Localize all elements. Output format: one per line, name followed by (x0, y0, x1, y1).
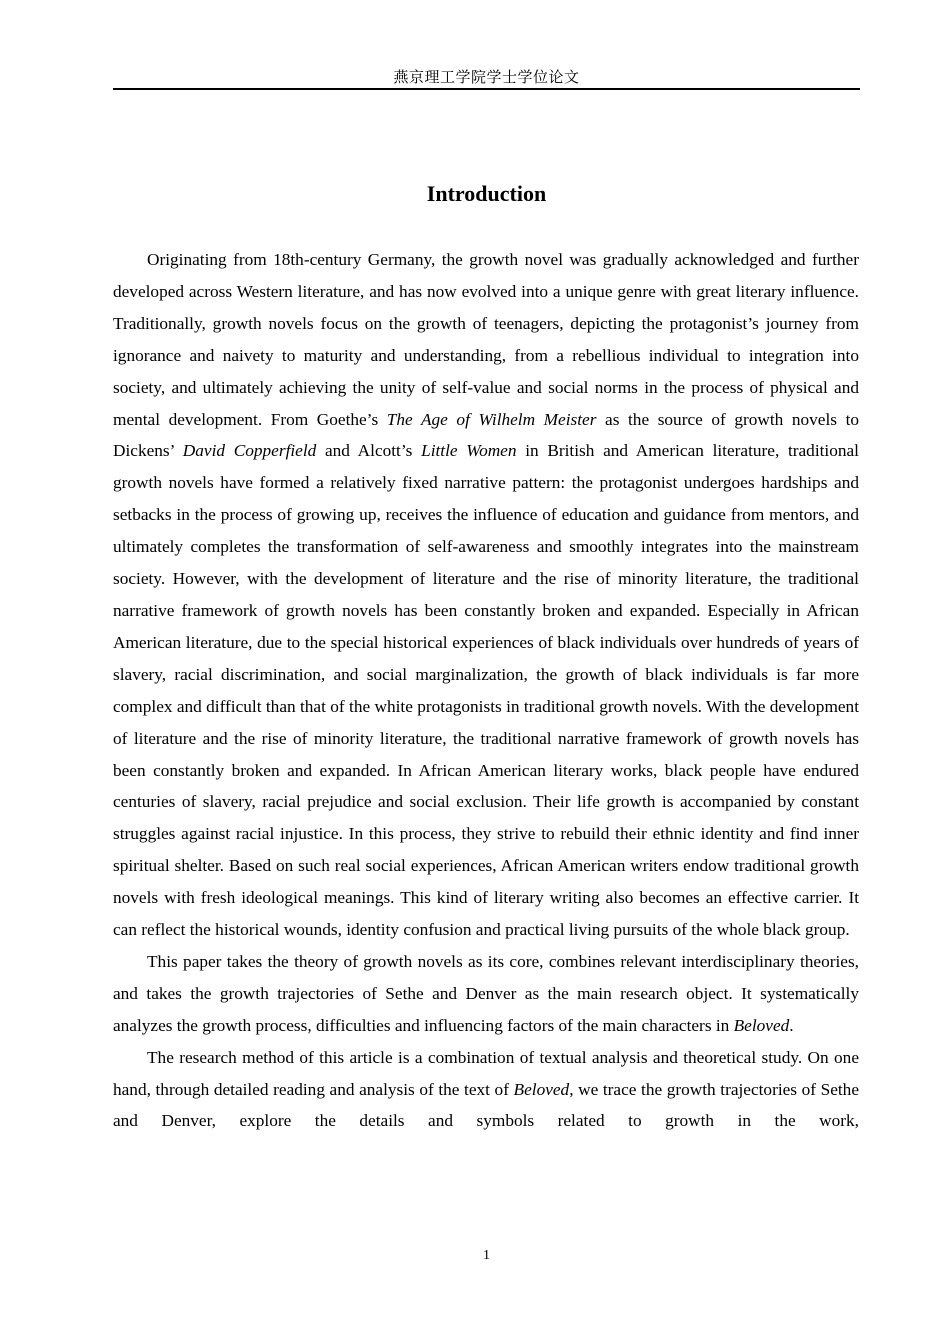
paragraph-3-text-a: The research method of this article is a combination of textual analysis and theoretical study. On one hand, through detailed reading and analysis of the text of (113, 1047, 859, 1099)
paragraph-1-text-b: as the source of growth novels to Dickens’ (113, 409, 860, 461)
paragraph-1-text-a: Originating from 18th-century Germany, the growth novel was gradually acknowledged and further developed across Western literature, and has now evolved into a unique genre with great literary influence. Traditionally, growth novels focus on the growth of teenagers, depicting the protagonist’s journey from ignorance and naivety to maturity and understanding, from a rebellious individual to integration into society, and ultimately achieving the unity of self-value and social norms in the process of physical and mental development. From Goethe’s (113, 250, 859, 429)
header-rule (113, 88, 860, 90)
page-number: 1 (483, 1248, 490, 1263)
book-title-beloved: Beloved (733, 1015, 790, 1035)
paragraph-2 (113, 946, 859, 1042)
section-title: Introduction (426, 181, 547, 206)
book-title-little-women: Little Women (421, 441, 517, 461)
book-title-wilhelm-meister: The Age of Wilhelm Meister (386, 409, 597, 429)
paragraph-1-text-c: and Alcott’s (316, 441, 422, 461)
book-title-beloved: Beloved (513, 1079, 570, 1099)
paragraph-2-text-a: This paper takes the theory of growth novels as its core, combines relevant interdisciplinary theories, and takes the growth trajectories of Sethe and Denver as the main research object. It systematically analyzes the growth process, difficulties and influencing factors of the main characters in (113, 951, 859, 1035)
book-title-david-copperfield: David Copperfield (182, 441, 317, 461)
paragraph-2-text-b: . (789, 1015, 794, 1035)
paragraph-1 (113, 244, 859, 946)
paragraph-3 (113, 1042, 859, 1138)
running-header: 燕京理工学院学士学位论文 (393, 70, 580, 86)
paragraph-1-text-d: in British and American literature, traditional growth novels have formed a relatively fixed narrative pattern: the protagonist undergoes hardships and setbacks in the process of growing up, receives the influence of education and guidance from mentors, and ultimately completes the transformation of self-awareness and smoothly integrates into the mainstream society. However, with the development of literature and the rise of minority literature, the traditional narrative framework of growth novels has been constantly broken and expanded. Especially in African American literature, due to the special historical experiences of black individuals over hundreds of years of slavery, racial discrimination, and social marginalization, the growth of black individuals is far more complex and difficult than that of the white protagonists in traditional growth novels. With the development of literature and the rise of minority literature, the traditional narrative framework of growth novels has been constantly broken and expanded. In African American literary works, black people have endured centuries of slavery, racial prejudice and social exclusion. Their life growth is accompanied by constant struggles against racial injustice. In this process, they strive to rebuild their ethnic identity and find inner spiritual shelter. Based on such real social experiences, African American writers endow traditional growth novels with fresh ideological meanings. This kind of literary writing also becomes an effective carrier. It can reflect the historical wounds, identity confusion and practical living pursuits of the whole black group. (113, 441, 859, 940)
paragraph-3-text-b: , we trace the growth trajectories of Sethe and Denver, explore the details and symbols related to growth in the work, (113, 1079, 859, 1131)
body-text (113, 244, 859, 1137)
